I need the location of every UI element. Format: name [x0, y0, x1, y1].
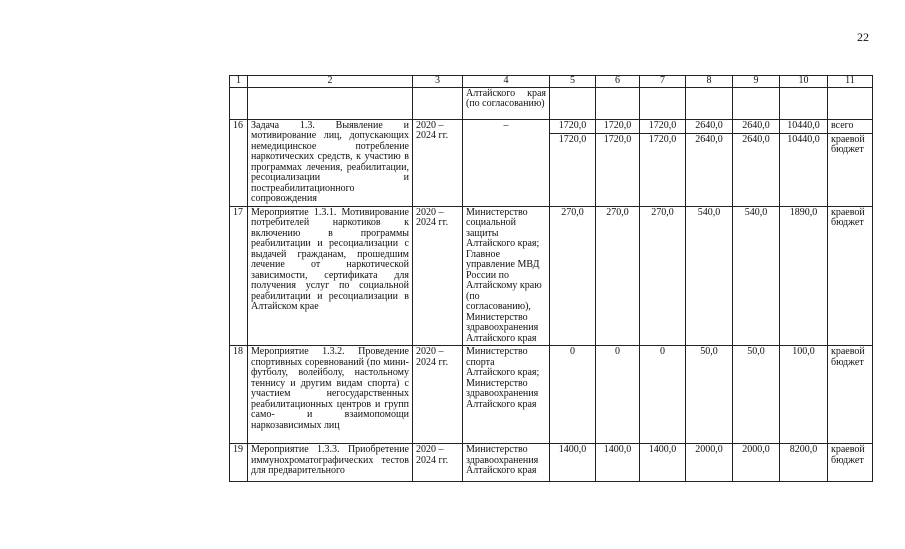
funding-source: краевой бюджет — [828, 206, 873, 346]
period: 2020 – 2024 гг. — [413, 346, 463, 444]
table-row — [230, 119, 873, 206]
amount-total: 1890,0 — [780, 206, 828, 346]
program-table — [229, 75, 873, 482]
col-header: 11 — [828, 76, 873, 88]
amount-2021: 0 — [596, 346, 640, 444]
task-name: Мероприятие 1.3.1. Мотивирование потребителей наркотиков к включению в программы реабилитации и ресоциализации с выдачей гражданам, прошедшим лечение от наркотической зависимости, сертификата для получения услуг по социальной реабилитации и ресоциализации в Алтайском крае — [248, 206, 413, 346]
executor-cell: Министерство здравоохранения Алтайского края — [463, 444, 550, 482]
col-header: 2 — [248, 76, 413, 88]
amount-2024: 50,0 — [733, 346, 780, 444]
amount-total: 10440,0 10440,0 — [780, 119, 828, 206]
table-row — [230, 87, 873, 119]
col-header: 4 — [463, 76, 550, 88]
amount-total: 100,0 — [780, 346, 828, 444]
amount-2021: 270,0 — [596, 206, 640, 346]
table-row — [230, 206, 873, 346]
period: 2020 – 2024 гг. — [413, 119, 463, 206]
table-row — [230, 346, 873, 444]
col-header: 9 — [733, 76, 780, 88]
task-name: Мероприятие 1.3.3. Приобретение иммунохроматографических тестов для предварительного — [248, 444, 413, 482]
task-name: Задача 1.3. Выявление и мотивирование лиц, допускающих немедицинское потребление наркотических средств, к участию в программах лечения, реабилитации, ресоциализации и постреабилитационного сопровождения — [248, 119, 413, 206]
amount-total: 8200,0 — [780, 444, 828, 482]
amount-2022: 0 — [640, 346, 686, 444]
amount-2020: 270,0 — [550, 206, 596, 346]
amount-2021: 1400,0 — [596, 444, 640, 482]
page-number: 22 — [857, 30, 869, 44]
col-header: 8 — [686, 76, 733, 88]
amount-2024: 2000,0 — [733, 444, 780, 482]
amount-2021: 1720,0 1720,0 — [596, 119, 640, 206]
row-number: 19 — [230, 444, 248, 482]
col-header: 7 — [640, 76, 686, 88]
task-name: Мероприятие 1.3.2. Проведение спортивных соревнований (по мини-футболу, волейболу, настольному теннису и другим видам спорта) с участием негосударственных реабилитационных центров и групп само- и взаимопомощи наркозависимых лиц — [248, 346, 413, 444]
col-header: 3 — [413, 76, 463, 88]
amount-2024: 2640,0 2640,0 — [733, 119, 780, 206]
row-number: 18 — [230, 346, 248, 444]
amount-2022: 1400,0 — [640, 444, 686, 482]
amount-2023: 2000,0 — [686, 444, 733, 482]
amount-2023: 540,0 — [686, 206, 733, 346]
col-header: 1 — [230, 76, 248, 88]
executor-cell: – — [463, 119, 550, 206]
amount-2022: 1720,0 1720,0 — [640, 119, 686, 206]
table-row — [230, 444, 873, 482]
amount-2023: 50,0 — [686, 346, 733, 444]
amount-2020: 1400,0 — [550, 444, 596, 482]
executor-cell: Алтайского края (по согласованию) — [463, 87, 550, 119]
col-header: 10 — [780, 76, 828, 88]
amount-2020: 1720,0 1720,0 — [550, 119, 596, 206]
row-number: 17 — [230, 206, 248, 346]
col-header: 5 — [550, 76, 596, 88]
col-header: 6 — [596, 76, 640, 88]
funding-source: всего краевой бюджет — [828, 119, 873, 206]
executor-cell: Министерство спорта Алтайского края; Министерство здравоохранения Алтайского края — [463, 346, 550, 444]
amount-2022: 270,0 — [640, 206, 686, 346]
amount-2024: 540,0 — [733, 206, 780, 346]
amount-2023: 2640,0 2640,0 — [686, 119, 733, 206]
column-number-row — [230, 76, 873, 88]
executor-cell: Министерство социальной защиты Алтайского края; Главное управление МВД России по Алтайскому краю (по согласованию), Министерство здравоохранения Алтайского края — [463, 206, 550, 346]
row-number: 16 — [230, 119, 248, 206]
funding-source: краевой бюджет — [828, 444, 873, 482]
amount-2020: 0 — [550, 346, 596, 444]
period: 2020 – 2024 гг. — [413, 206, 463, 346]
funding-source: краевой бюджет — [828, 346, 873, 444]
period: 2020 – 2024 гг. — [413, 444, 463, 482]
